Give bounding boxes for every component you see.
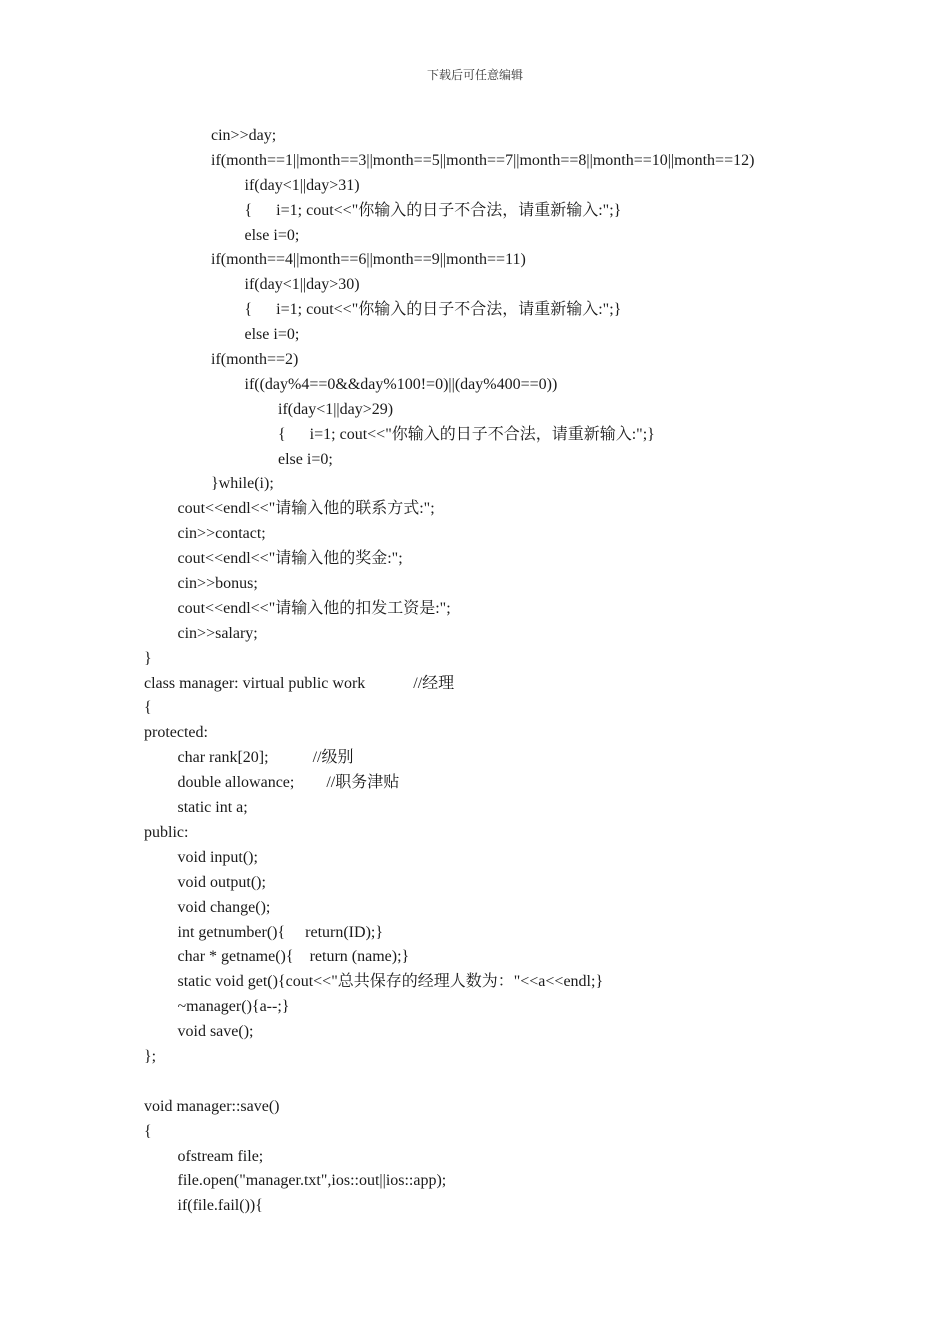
code-line: static int a; [177, 799, 248, 817]
code-line: }while(i); [211, 475, 274, 493]
code-line: double allowance; //职务津贴 [177, 774, 400, 792]
code-line: if(day<1||day>31) [244, 176, 360, 194]
code-line: cin>>day; [211, 127, 277, 144]
code-line: { i=1; cout<<"你输入的日子不合法，请重新输入:";} [244, 201, 622, 219]
code-line: cout<<endl<<"请输入他的联系方式:"; [177, 500, 435, 518]
code-line: if(file.fail()){ [177, 1197, 263, 1215]
code-line: public: [144, 823, 189, 841]
code-line: else i=0; [278, 450, 333, 468]
code-line: protected: [144, 724, 208, 742]
code-line: else i=0; [244, 326, 300, 344]
code-line: void output(); [177, 873, 266, 891]
page-header-note: 下载后可任意编辑 [426, 68, 523, 82]
blank-line [144, 1070, 910, 1095]
code-line: cin>>salary; [177, 624, 258, 642]
code-line: if(day<1||day>29) [278, 400, 394, 418]
code-line: } [144, 649, 152, 667]
code-line: }; [144, 1047, 157, 1065]
code-line: if((day%4==0&&day%100!=0)||(day%400==0)) [244, 375, 558, 393]
code-line: cin>>contact; [177, 525, 266, 543]
code-listing [144, 124, 910, 1219]
code-line: void change(); [177, 898, 271, 916]
code-line: else i=0; [244, 226, 300, 244]
code-line: char rank[20]; //级别 [177, 749, 354, 767]
code-line: if(month==1||month==3||month==5||month==7||month==8||month==10||month==12) [211, 151, 755, 169]
code-line: file.open("manager.txt",ios::out||ios::app); [177, 1172, 447, 1190]
code-line: static void get(){cout<<"总共保存的经理人数为："<<a<<endl;} [177, 973, 604, 991]
code-line: cout<<endl<<"请输入他的扣发工资是:"; [177, 599, 451, 617]
code-line: char * getname(){ return (name);} [177, 948, 410, 966]
code-line: ~manager(){a--;} [177, 998, 290, 1016]
code-line: void manager::save() [144, 1097, 280, 1115]
code-line: { [144, 699, 152, 717]
code-line: { i=1; cout<<"你输入的日子不合法，请重新输入:";} [244, 301, 622, 319]
code-line: if(month==2) [211, 351, 299, 369]
code-line: void save(); [177, 1023, 254, 1041]
code-line: { [144, 1122, 152, 1140]
code-line: { i=1; cout<<"你输入的日子不合法，请重新输入:";} [278, 425, 655, 443]
code-line: int getnumber(){ return(ID);} [177, 923, 384, 941]
code-line: if(day<1||day>30) [244, 276, 360, 294]
code-line: cout<<endl<<"请输入他的奖金:"; [177, 550, 403, 568]
code-line: if(month==4||month==6||month==9||month==11) [211, 251, 526, 269]
code-line: cin>>bonus; [177, 575, 258, 593]
code-line: class manager: virtual public work //经理 [144, 674, 455, 692]
code-line: void input(); [177, 848, 258, 866]
code-line: ofstream file; [177, 1147, 264, 1165]
